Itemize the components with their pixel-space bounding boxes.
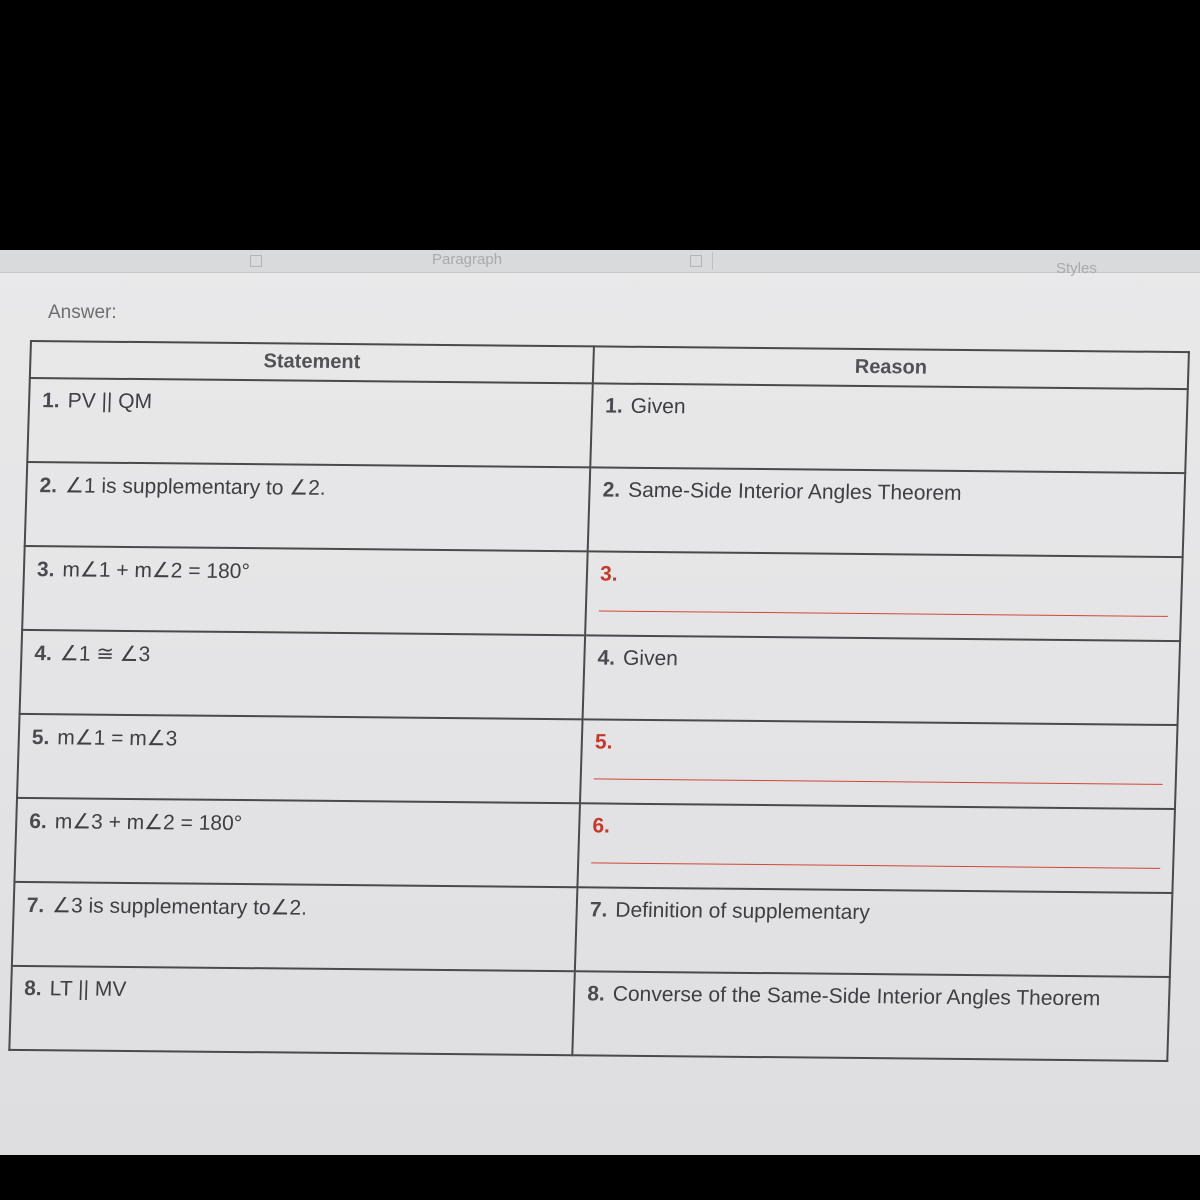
- table-row: [12, 882, 1173, 977]
- answer-blank-line[interactable]: [599, 610, 1168, 616]
- answer-blank-line[interactable]: [591, 862, 1160, 868]
- reason-number: 6.: [592, 814, 611, 838]
- reason-number: 1.: [604, 394, 624, 418]
- statement-number: 6.: [28, 810, 48, 834]
- reason-number: 3.: [599, 562, 618, 586]
- reason-cell[interactable]: [583, 635, 1180, 725]
- table-row: [9, 966, 1170, 1061]
- paragraph-dialog-launcher-icon[interactable]: [690, 255, 702, 267]
- reason-cell[interactable]: [588, 467, 1185, 557]
- reason-cell[interactable]: [578, 803, 1175, 893]
- reason-header: Reason: [593, 346, 1189, 389]
- reason-number: 8.: [586, 982, 606, 1006]
- answer-label: Answer:: [48, 302, 117, 323]
- proof-table: [8, 340, 1190, 1062]
- reason-text: Given: [630, 394, 686, 419]
- statement-number: 5.: [31, 726, 50, 750]
- ribbon-group-styles: Styles: [1056, 260, 1097, 277]
- ribbon-separator: [712, 252, 713, 270]
- reason-cell[interactable]: [572, 971, 1169, 1061]
- font-dialog-launcher-icon[interactable]: [250, 255, 262, 267]
- reason-number: 5.: [594, 730, 613, 754]
- statement-cell[interactable]: [20, 630, 586, 719]
- reason-text: Given: [622, 646, 679, 671]
- statement-number: 2.: [39, 474, 58, 498]
- reason-text: Definition of supplementary: [615, 898, 871, 925]
- statement-text: ∠1 ≅ ∠3: [59, 642, 151, 667]
- table-row: [14, 798, 1175, 893]
- statement-number: 1.: [41, 389, 61, 413]
- statement-cell[interactable]: [12, 882, 578, 971]
- statement-cell[interactable]: [14, 798, 580, 887]
- statement-number: 7.: [26, 893, 45, 918]
- statement-cell[interactable]: [17, 714, 583, 803]
- statement-text: PV || QM: [67, 389, 153, 414]
- statement-number: 3.: [36, 558, 55, 582]
- proof-body: [9, 378, 1187, 1061]
- reason-cell[interactable]: [590, 383, 1187, 473]
- table-row: [25, 462, 1186, 557]
- statement-cell[interactable]: [9, 966, 575, 1055]
- table-row: [27, 378, 1188, 473]
- reason-cell[interactable]: [575, 887, 1172, 977]
- answer-blank-line[interactable]: [594, 778, 1163, 784]
- reason-cell[interactable]: [585, 551, 1182, 641]
- reason-cell[interactable]: [580, 719, 1177, 809]
- reason-number: 7.: [589, 898, 608, 922]
- statement-text: m∠1 = m∠3: [57, 726, 178, 751]
- statement-text: ∠3 is supplementary to∠2.: [51, 894, 308, 920]
- statement-text: m∠1 + m∠2 = 180°: [62, 558, 251, 584]
- reason-number: 2.: [602, 478, 621, 502]
- ribbon-bar: [0, 250, 1200, 277]
- statement-text: m∠3 + m∠2 = 180°: [54, 810, 243, 836]
- statement-text: ∠1 is supplementary to ∠2.: [64, 474, 327, 500]
- reason-number: 4.: [597, 646, 616, 670]
- statement-number: 4.: [34, 642, 53, 666]
- table-row: [22, 546, 1183, 641]
- statement-cell[interactable]: [22, 546, 588, 635]
- document-screen: [0, 250, 1200, 1155]
- table-row: [20, 630, 1181, 725]
- ribbon-group-paragraph: Paragraph: [432, 251, 503, 268]
- table-row: [17, 714, 1178, 809]
- statement-cell[interactable]: [27, 378, 593, 467]
- statement-text: LT || MV: [49, 977, 127, 1001]
- statement-cell[interactable]: [25, 462, 591, 551]
- reason-text: Converse of the Same-Side Interior Angles Theorem: [612, 982, 1101, 1011]
- statement-header: Statement: [30, 341, 594, 383]
- statement-number: 8.: [23, 976, 43, 1001]
- reason-text: Same-Side Interior Angles Theorem: [627, 478, 962, 505]
